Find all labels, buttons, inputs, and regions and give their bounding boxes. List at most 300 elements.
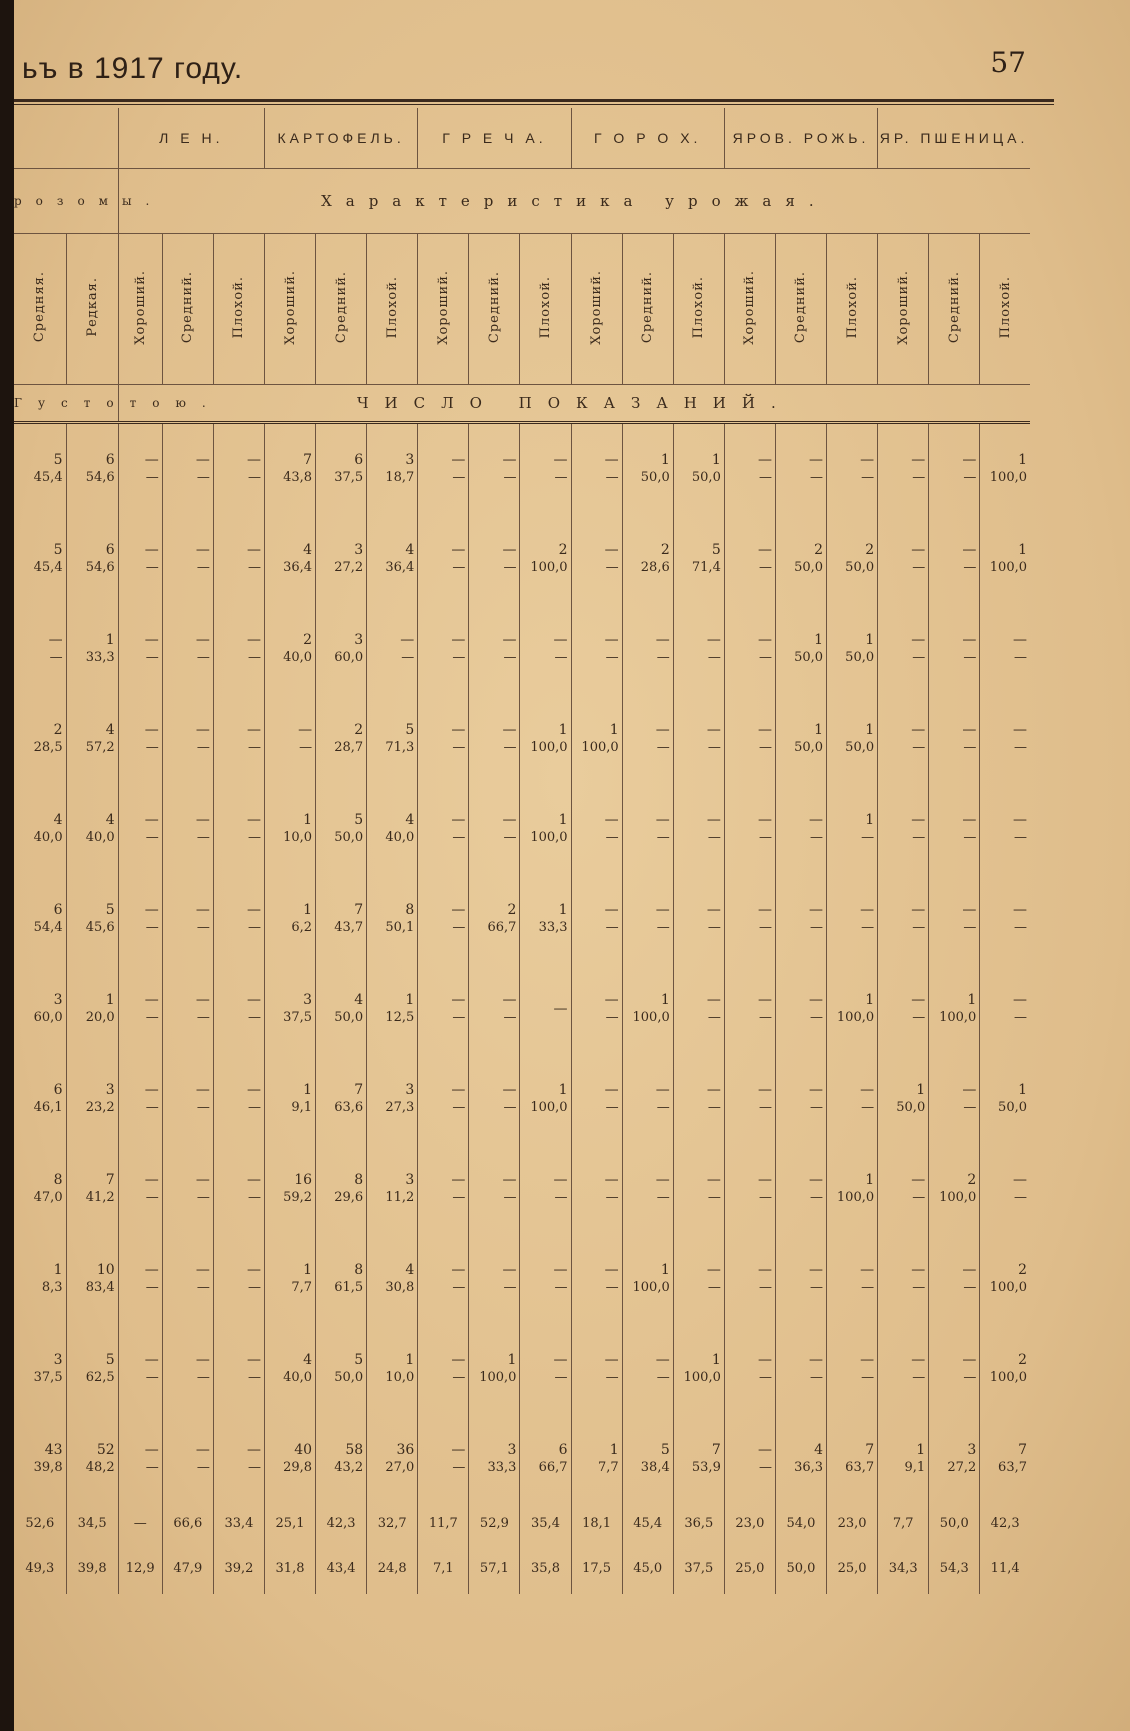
harvest-cell: — —	[118, 1234, 162, 1324]
harvest-cell: 1 33,3	[520, 874, 571, 964]
harvest-cell: 3 37,5	[264, 964, 315, 1054]
harvest-cell: — —	[878, 604, 929, 694]
harvest-cell: — —	[162, 423, 213, 515]
running-title: ьъ в 1917 году.	[22, 52, 244, 85]
harvest-cell: 1 12,5	[367, 964, 418, 1054]
harvest-cell: — —	[520, 1144, 571, 1234]
harvest-cell: — —	[622, 1054, 673, 1144]
harvest-table	[14, 108, 1030, 1594]
density-average-cell: 6 54,4	[33, 902, 63, 935]
harvest-cell: — —	[469, 784, 520, 874]
harvest-cell: — —	[162, 694, 213, 784]
summary-cell: 45,4	[622, 1504, 673, 1542]
harvest-cell: — —	[571, 964, 622, 1054]
summary-cell: 52,9	[469, 1504, 520, 1542]
harvest-cell: — —	[775, 874, 826, 964]
subheader-average: Средний.	[316, 234, 367, 385]
density-sparse-cell: 4 40,0	[66, 784, 118, 874]
harvest-cell: 1 100,0	[520, 784, 571, 874]
harvest-cell: 1 50,0	[980, 1054, 1030, 1144]
harvest-cell: — —	[929, 514, 980, 604]
harvest-cell: — —	[367, 604, 418, 694]
subheader-average: Средний.	[775, 234, 826, 385]
harvest-cell: — —	[724, 874, 775, 964]
density-sparse-cell: 1 33,3	[66, 604, 118, 694]
harvest-cell: 1 50,0	[775, 604, 826, 694]
density-average-cell: 3 37,5	[33, 1352, 63, 1385]
harvest-cell: — —	[571, 1234, 622, 1324]
density-average-cell: 5 45,4	[33, 542, 63, 575]
harvest-cell: — —	[673, 694, 724, 784]
harvest-cell: — —	[724, 1054, 775, 1144]
summary-cell: 23,0	[827, 1504, 878, 1542]
summary-cell: 54,3	[929, 1542, 980, 1594]
harvest-cell: — —	[980, 1144, 1030, 1234]
summary-cell: 11,7	[418, 1504, 469, 1542]
harvest-cell: — —	[724, 1324, 775, 1414]
characteristic-header: Характеристика урожая.	[118, 169, 1030, 234]
table-row	[14, 964, 1030, 1054]
harvest-cell: — —	[622, 874, 673, 964]
summary-cell: 33,4	[213, 1504, 264, 1542]
harvest-cell: — —	[622, 604, 673, 694]
page-number: 57	[990, 46, 1026, 79]
table-row	[14, 604, 1030, 694]
harvest-cell: — —	[118, 694, 162, 784]
harvest-cell: — —	[724, 423, 775, 515]
harvest-cell: — —	[673, 1234, 724, 1324]
harvest-cell: — —	[878, 514, 929, 604]
harvest-cell: 5 71,4	[673, 514, 724, 604]
harvest-cell: 2 40,0	[264, 604, 315, 694]
harvest-cell: — —	[213, 1234, 264, 1324]
subheader-average: Средний.	[469, 234, 520, 385]
harvest-cell: — —	[118, 423, 162, 515]
harvest-cell: — —	[469, 514, 520, 604]
summary-cell: 54,0	[775, 1504, 826, 1542]
harvest-cell: 7 53,9	[673, 1414, 724, 1504]
harvest-cell: 1 100,0	[673, 1324, 724, 1414]
subheader-poor: Плохой.	[673, 234, 724, 385]
density-sparse-cell: 52 48,2	[66, 1414, 118, 1504]
harvest-cell: — —	[571, 1324, 622, 1414]
crop-header: Г Р Е Ч А.	[418, 108, 571, 169]
summary-cell: 12,9	[118, 1542, 162, 1594]
subheader-good: Хороший.	[264, 234, 315, 385]
harvest-cell: 4 36,4	[264, 514, 315, 604]
harvest-cell: — —	[213, 423, 264, 515]
harvest-cell: — —	[418, 1414, 469, 1504]
summary-cell: 52,6	[25, 1515, 55, 1531]
harvest-cell: 58 43,2	[316, 1414, 367, 1504]
harvest-cell: — —	[469, 604, 520, 694]
table-row	[14, 1054, 1030, 1144]
count-header: ЧИСЛО ПОКАЗАНИЙ.	[118, 385, 1030, 423]
subheader-good: Хороший.	[571, 234, 622, 385]
harvest-cell: — —	[213, 1324, 264, 1414]
harvest-cell: — —	[162, 1054, 213, 1144]
harvest-cell: 5 38,4	[622, 1414, 673, 1504]
harvest-cell: — —	[622, 784, 673, 874]
table-row	[14, 694, 1030, 784]
harvest-cell: — —	[980, 604, 1030, 694]
harvest-cell: — —	[775, 1324, 826, 1414]
harvest-cell: — —	[775, 784, 826, 874]
summary-cell: 7,7	[878, 1504, 929, 1542]
harvest-cell: 2 28,6	[622, 514, 673, 604]
harvest-cell: 3 60,0	[316, 604, 367, 694]
subheader-poor: Плохой.	[980, 234, 1030, 385]
harvest-cell: 3 27,3	[367, 1054, 418, 1144]
harvest-cell: 7 63,7	[980, 1414, 1030, 1504]
harvest-cell: — —	[571, 1054, 622, 1144]
harvest-cell: — —	[878, 784, 929, 874]
harvest-cell: 1 100,0	[929, 964, 980, 1054]
harvest-cell: — —	[827, 423, 878, 515]
summary-cell: 42,3	[980, 1504, 1030, 1542]
harvest-cell: — —	[775, 423, 826, 515]
harvest-cell: — —	[673, 1054, 724, 1144]
harvest-cell: — —	[724, 694, 775, 784]
summary-cell: 18,1	[571, 1504, 622, 1542]
harvest-cell: 4 40,0	[264, 1324, 315, 1414]
harvest-cell: — —	[724, 1234, 775, 1324]
harvest-cell: 2 28,7	[316, 694, 367, 784]
harvest-cell: — —	[162, 514, 213, 604]
density-sparse-cell: 6 54,6	[66, 423, 118, 515]
left-subheader-b: Редкая.	[66, 234, 118, 385]
summary-cell: 34,3	[878, 1542, 929, 1594]
harvest-cell: 1 100,0	[980, 423, 1030, 515]
harvest-cell: — —	[571, 784, 622, 874]
harvest-cell: — —	[929, 784, 980, 874]
harvest-cell: — —	[264, 694, 315, 784]
table-row	[14, 1234, 1030, 1324]
harvest-cell: — —	[673, 604, 724, 694]
summary-cell: 17,5	[571, 1542, 622, 1594]
harvest-cell: — —	[980, 964, 1030, 1054]
harvest-cell: 3 33,3	[469, 1414, 520, 1504]
harvest-cell: 1 50,0	[827, 604, 878, 694]
harvest-cell: — —	[673, 1144, 724, 1234]
left-header-line2: Густотою.	[14, 385, 118, 423]
harvest-cell: — —	[673, 964, 724, 1054]
summary-cell: 31,8	[264, 1542, 315, 1594]
subheader-good: Хороший.	[118, 234, 162, 385]
harvest-cell: — —	[418, 1324, 469, 1414]
harvest-cell: — —	[673, 874, 724, 964]
top-rule	[14, 99, 1054, 102]
harvest-cell: 1 100,0	[980, 514, 1030, 604]
harvest-cell: — —	[929, 694, 980, 784]
harvest-cell: 1 9,1	[878, 1414, 929, 1504]
harvest-cell: 1 50,0	[827, 694, 878, 784]
harvest-cell: 3 18,7	[367, 423, 418, 515]
harvest-cell: 1 100,0	[520, 694, 571, 784]
harvest-cell: 2 66,7	[469, 874, 520, 964]
harvest-cell: — —	[213, 694, 264, 784]
harvest-cell: — —	[724, 964, 775, 1054]
left-header-line1: розомы.	[14, 169, 118, 234]
density-average-cell: 3 60,0	[33, 992, 63, 1025]
table-row	[14, 784, 1030, 874]
density-average-cell: — —	[48, 632, 63, 665]
harvest-cell: — —	[775, 1234, 826, 1324]
harvest-cell: — —	[118, 784, 162, 874]
harvest-cell: 1 7,7	[571, 1414, 622, 1504]
left-header-blank	[14, 108, 118, 169]
harvest-cell: — —	[162, 874, 213, 964]
harvest-cell: — —	[724, 1144, 775, 1234]
subheader-average: Средний.	[622, 234, 673, 385]
harvest-cell: — —	[469, 423, 520, 515]
harvest-cell: — —	[418, 784, 469, 874]
harvest-cell: 1 50,0	[622, 423, 673, 515]
density-sparse-cell: 3 23,2	[66, 1054, 118, 1144]
harvest-cell: 1 50,0	[673, 423, 724, 515]
harvest-cell: — —	[775, 964, 826, 1054]
summary-cell: 39,2	[213, 1542, 264, 1594]
harvest-cell: 7 63,7	[827, 1414, 878, 1504]
summary-cell: 25,1	[264, 1504, 315, 1542]
harvest-cell: 8 61,5	[316, 1234, 367, 1324]
harvest-cell: — —	[469, 1234, 520, 1324]
harvest-cell: — —	[878, 1144, 929, 1234]
harvest-cell: — —	[571, 514, 622, 604]
subheader-average: Средний.	[929, 234, 980, 385]
subheader-good: Хороший.	[418, 234, 469, 385]
harvest-cell: — —	[162, 964, 213, 1054]
harvest-cell: — —	[520, 1234, 571, 1324]
density-sparse-cell: 5 45,6	[66, 874, 118, 964]
harvest-cell: 36 27,0	[367, 1414, 418, 1504]
harvest-cell: — —	[520, 1324, 571, 1414]
harvest-cell: — —	[929, 423, 980, 515]
harvest-cell: — —	[724, 604, 775, 694]
harvest-cell: — —	[724, 784, 775, 874]
summary-cell: 24,8	[367, 1542, 418, 1594]
harvest-cell: 2 100,0	[520, 514, 571, 604]
subheader-row	[14, 234, 1030, 385]
harvest-cell: 1 7,7	[264, 1234, 315, 1324]
harvest-cell: 1 100,0	[622, 964, 673, 1054]
harvest-cell: 1 50,0	[775, 694, 826, 784]
density-average-cell: 6 46,1	[33, 1082, 63, 1115]
table-row	[14, 423, 1030, 515]
harvest-cell: — —	[622, 1144, 673, 1234]
harvest-cell: — —	[213, 1144, 264, 1234]
summary-cell: 39,8	[66, 1542, 118, 1594]
harvest-cell: 2 100,0	[929, 1144, 980, 1234]
harvest-cell: 4 50,0	[316, 964, 367, 1054]
left-subheader-a: Средняя.	[14, 234, 66, 385]
harvest-cell: — —	[775, 1144, 826, 1234]
harvest-cell: — —	[213, 784, 264, 874]
table-row	[14, 874, 1030, 964]
harvest-cell: — —	[418, 874, 469, 964]
density-average-cell: 4 40,0	[33, 812, 63, 845]
harvest-cell: — —	[469, 1144, 520, 1234]
harvest-cell: 1 100,0	[520, 1054, 571, 1144]
density-average-cell: 2 28,5	[33, 722, 63, 755]
harvest-cell: — —	[827, 1054, 878, 1144]
harvest-cell: — —	[213, 514, 264, 604]
subheader-poor: Плохой.	[213, 234, 264, 385]
harvest-cell: 5 50,0	[316, 784, 367, 874]
harvest-cell: 3 27,2	[929, 1414, 980, 1504]
harvest-cell: 4 36,3	[775, 1414, 826, 1504]
harvest-cell: — —	[929, 1054, 980, 1144]
harvest-cell: 1 10,0	[367, 1324, 418, 1414]
harvest-cell: — —	[418, 694, 469, 784]
density-sparse-cell: 10 83,4	[66, 1234, 118, 1324]
harvest-cell: 7 63,6	[316, 1054, 367, 1144]
harvest-cell: — —	[827, 1324, 878, 1414]
harvest-cell: 6 66,7	[520, 1414, 571, 1504]
harvest-cell: — —	[622, 694, 673, 784]
harvest-cell: 3 11,2	[367, 1144, 418, 1234]
harvest-cell: 1 9,1	[264, 1054, 315, 1144]
harvest-cell: 7 43,8	[264, 423, 315, 515]
harvest-cell: 6 37,5	[316, 423, 367, 515]
harvest-cell: — —	[118, 604, 162, 694]
harvest-cell: — —	[162, 1324, 213, 1414]
harvest-cell: 40 29,8	[264, 1414, 315, 1504]
harvest-cell: — —	[980, 694, 1030, 784]
harvest-cell: — —	[571, 604, 622, 694]
crop-header: КАРТОФЕЛЬ.	[264, 108, 417, 169]
harvest-cell: 1 10,0	[264, 784, 315, 874]
harvest-cell: — —	[827, 1234, 878, 1324]
density-sparse-cell: 1 20,0	[66, 964, 118, 1054]
harvest-cell: — —	[929, 874, 980, 964]
harvest-cell: — —	[418, 1054, 469, 1144]
subheader-average: Средний.	[162, 234, 213, 385]
harvest-cell: — —	[878, 1234, 929, 1324]
harvest-cell: — —	[571, 1144, 622, 1234]
subheader-poor: Плохой.	[827, 234, 878, 385]
density-sparse-cell: 4 57,2	[66, 694, 118, 784]
subheader-good: Хороший.	[878, 234, 929, 385]
harvest-cell: 4 36,4	[367, 514, 418, 604]
harvest-cell: — —	[775, 1054, 826, 1144]
harvest-cell: 2 50,0	[775, 514, 826, 604]
density-sparse-cell: 5 62,5	[66, 1324, 118, 1414]
harvest-cell: — —	[878, 874, 929, 964]
harvest-cell: — —	[827, 874, 878, 964]
harvest-cell: 1 50,0	[878, 1054, 929, 1144]
subheader-good: Хороший.	[724, 234, 775, 385]
harvest-cell: — —	[622, 1324, 673, 1414]
density-sparse-cell: 7 41,2	[66, 1144, 118, 1234]
crop-header: Л Е Н.	[118, 108, 264, 169]
summary-cell: 36,5	[673, 1504, 724, 1542]
harvest-cell: — —	[118, 514, 162, 604]
harvest-cell: 2 50,0	[827, 514, 878, 604]
characteristic-row	[14, 169, 1030, 234]
harvest-cell: 2 100,0	[980, 1324, 1030, 1414]
harvest-cell: — —	[673, 784, 724, 874]
harvest-cell: — —	[929, 1234, 980, 1324]
harvest-cell: — —	[418, 1144, 469, 1234]
summary-row	[14, 1504, 1030, 1542]
table-body	[14, 423, 1030, 1595]
harvest-cell: 2 100,0	[980, 1234, 1030, 1324]
harvest-cell: — —	[724, 514, 775, 604]
table-row	[14, 1324, 1030, 1414]
subheader-poor: Плохой.	[520, 234, 571, 385]
table-row	[14, 1414, 1030, 1504]
harvest-cell: — —	[213, 874, 264, 964]
harvest-cell: — —	[118, 964, 162, 1054]
harvest-cell: — —	[213, 1054, 264, 1144]
harvest-cell: — —	[418, 964, 469, 1054]
harvest-cell: 1 100,0	[622, 1234, 673, 1324]
harvest-cell: — —	[469, 1054, 520, 1144]
crop-header-row	[14, 108, 1030, 169]
harvest-cell: — —	[724, 1414, 775, 1504]
harvest-cell: — —	[571, 874, 622, 964]
summary-cell: 25,0	[827, 1542, 878, 1594]
harvest-cell: — —	[213, 1414, 264, 1504]
summary-cell: 47,9	[162, 1542, 213, 1594]
top-rule-thin	[14, 104, 1054, 105]
harvest-cell: — —	[878, 1324, 929, 1414]
summary-cell: 42,3	[316, 1504, 367, 1542]
harvest-cell: — —	[162, 784, 213, 874]
harvest-cell: — —	[118, 1054, 162, 1144]
harvest-cell: 8 50,1	[367, 874, 418, 964]
density-average-cell: 43 39,8	[33, 1442, 63, 1475]
harvest-cell: 1 6,2	[264, 874, 315, 964]
summary-cell: 45,0	[622, 1542, 673, 1594]
harvest-cell: — —	[418, 423, 469, 515]
harvest-cell: 8 29,6	[316, 1144, 367, 1234]
summary-cell: 49,3	[25, 1560, 55, 1576]
density-average-cell: 1 8,3	[41, 1262, 63, 1295]
summary-row	[14, 1542, 1030, 1594]
harvest-cell: — —	[118, 874, 162, 964]
crop-header: ЯРОВ. РОЖЬ.	[724, 108, 877, 169]
harvest-cell: 1 100,0	[827, 964, 878, 1054]
summary-cell: 23,0	[724, 1504, 775, 1542]
harvest-cell: — —	[162, 1414, 213, 1504]
harvest-cell: — —	[118, 1324, 162, 1414]
summary-cell: 11,4	[980, 1542, 1030, 1594]
harvest-cell: — —	[520, 423, 571, 515]
summary-cell: —	[118, 1504, 162, 1542]
harvest-cell: 1 100,0	[469, 1324, 520, 1414]
harvest-cell: 1 100,0	[827, 1144, 878, 1234]
harvest-cell: — —	[878, 423, 929, 515]
harvest-cell: — —	[118, 1414, 162, 1504]
summary-cell: 43,4	[316, 1542, 367, 1594]
harvest-cell: 3 27,2	[316, 514, 367, 604]
harvest-cell: 5 71,3	[367, 694, 418, 784]
harvest-cell: 4 30,8	[367, 1234, 418, 1324]
harvest-cell: 4 40,0	[367, 784, 418, 874]
summary-cell: 50,0	[775, 1542, 826, 1594]
harvest-cell: — —	[213, 964, 264, 1054]
crop-header: Г О Р О Х.	[571, 108, 724, 169]
harvest-cell: — —	[980, 784, 1030, 874]
harvest-cell: 1 100,0	[571, 694, 622, 784]
summary-cell: 35,8	[520, 1542, 571, 1594]
harvest-cell: — —	[980, 874, 1030, 964]
harvest-cell: 7 43,7	[316, 874, 367, 964]
summary-cell: 50,0	[929, 1504, 980, 1542]
harvest-cell: — —	[213, 604, 264, 694]
